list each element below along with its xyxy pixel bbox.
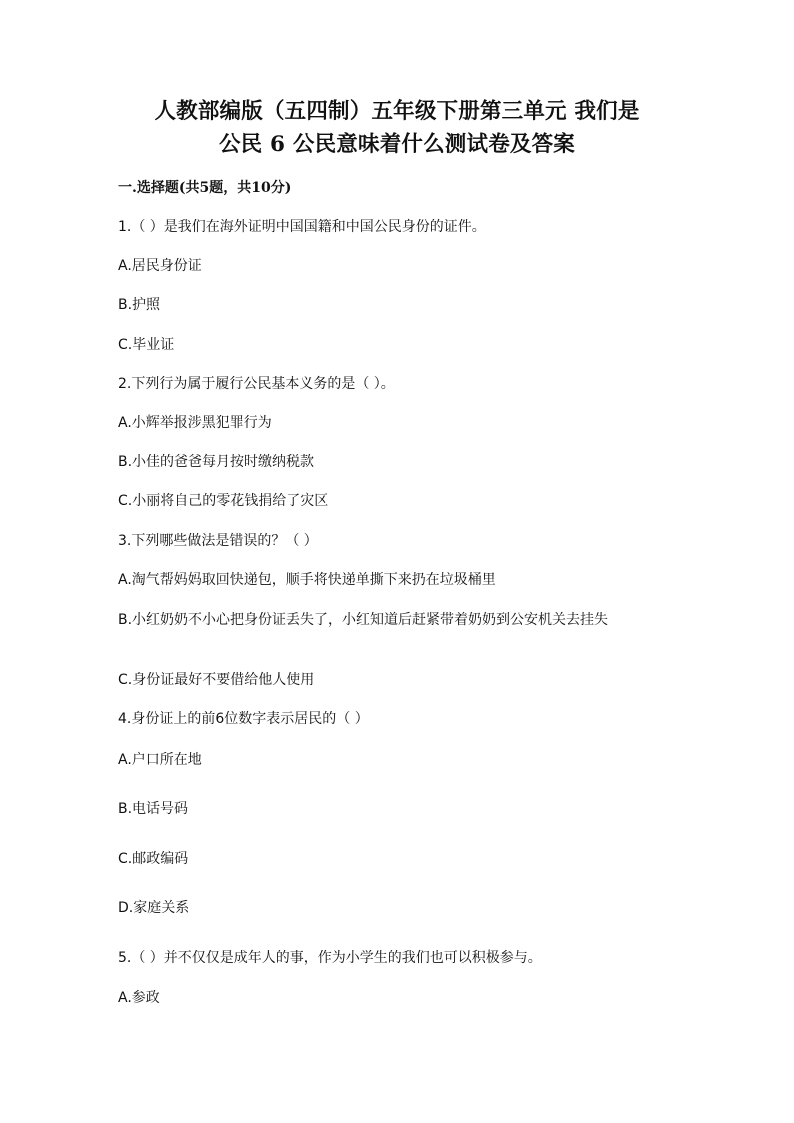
document-title-line-2: 公民 6 公民意味着什么测试卷及答案 [218, 132, 576, 157]
question-4-option-d: D.家庭关系 [118, 900, 190, 916]
section-heading: 一.选择题(共5题，共10分) [118, 180, 292, 196]
question-2-stem: 2.下列行为属于履行公民基本义务的是（ ）。 [118, 376, 395, 392]
question-1-stem: 1.（ ）是我们在海外证明中国国籍和中国公民身份的证件。 [118, 219, 486, 235]
question-1-option-a: A.居民身份证 [118, 258, 202, 274]
question-3-option-c: C.身份证最好不要借给他人使用 [118, 672, 315, 688]
question-1-option-b: B.护照 [118, 297, 161, 313]
question-5-option-a: A.参政 [118, 990, 160, 1006]
question-4-option-b: B.电话号码 [118, 801, 189, 817]
question-2-option-b: B.小佳的爸爸每月按时缴纳税款 [118, 454, 315, 470]
question-1-option-c: C.毕业证 [118, 337, 175, 353]
question-5-stem: 5.（ ）并不仅仅是成年人的事，作为小学生的我们也可以积极参与。 [118, 950, 542, 966]
question-3-option-b: B.小红奶奶不小心把身份证丢失了，小红知道后赶紧带着奶奶到公安机关去挂失 [118, 612, 609, 628]
question-2-option-a: A.小辉举报涉黑犯罪行为 [118, 415, 272, 431]
question-4-option-c: C.邮政编码 [118, 851, 189, 867]
question-4-option-a: A.户口所在地 [118, 752, 202, 768]
question-3-option-a: A.淘气帮妈妈取回快递包，顺手将快递单撕下来扔在垃圾桶里 [118, 572, 496, 588]
question-2-option-c: C.小丽将自己的零花钱捐给了灾区 [118, 493, 329, 509]
question-3-stem: 3.下列哪些做法是错误的？（ ） [118, 533, 318, 549]
question-4-stem: 4.身份证上的前6位数字表示居民的（ ） [118, 711, 369, 727]
document-title-line-1: 人教部编版（五四制）五年级下册第三单元 我们是 [154, 99, 640, 124]
